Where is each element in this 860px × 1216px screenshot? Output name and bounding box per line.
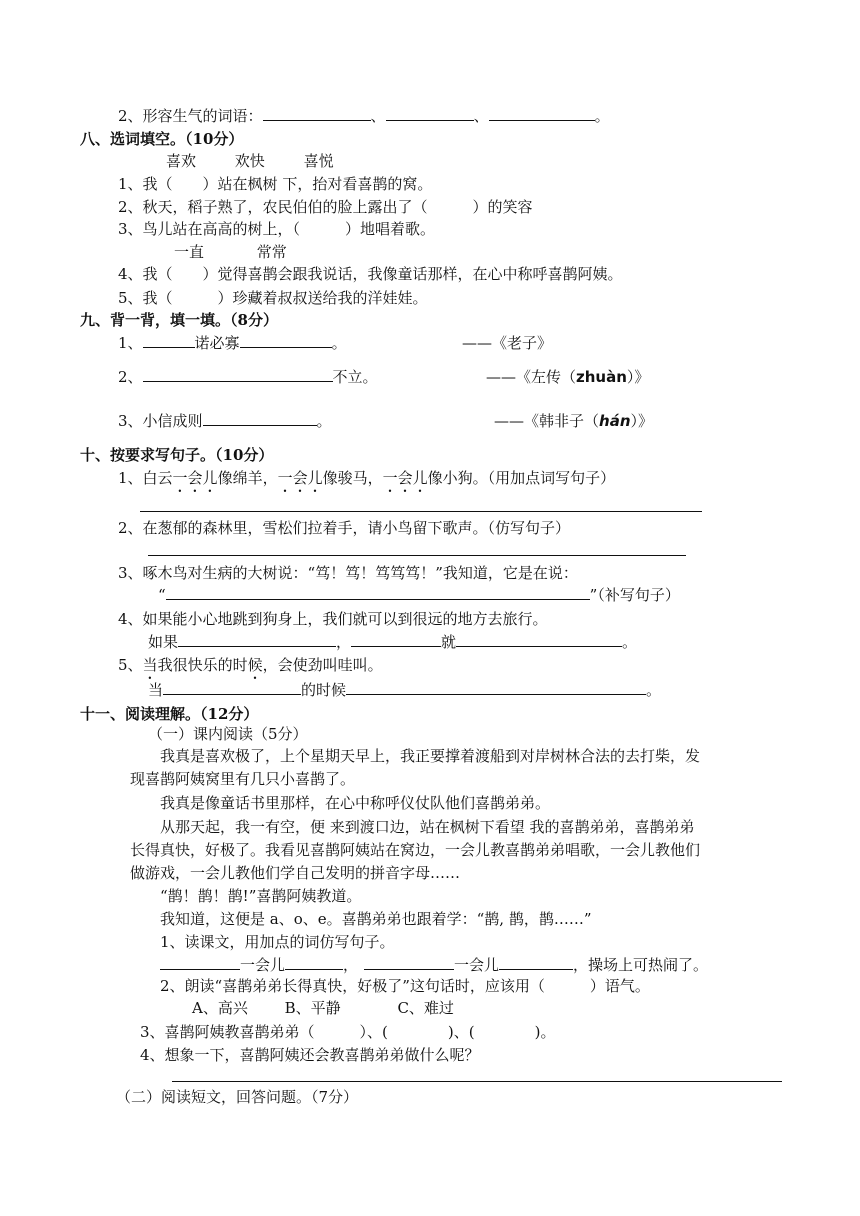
word-option: 欢快 bbox=[234, 152, 265, 170]
q-text: 如果 bbox=[148, 633, 179, 651]
s9-q2-blank[interactable] bbox=[143, 367, 333, 382]
s11-para5: 我知道，这便是 a、o、e。喜鹊弟弟也跟着学：“鹊, 鹊，鹊……” bbox=[160, 910, 592, 928]
s9-q3-blank[interactable] bbox=[203, 411, 317, 426]
s11-q3: 3、喜鹊阿姨教喜鹊弟弟（ ）、( )、( )。 bbox=[140, 1023, 556, 1041]
s11-q1-blank-c[interactable] bbox=[364, 955, 454, 970]
emphasis-word: 当 bbox=[142, 656, 158, 674]
emphasis-word: 候 bbox=[247, 656, 263, 674]
s11-q2: 2、朗读“喜鹊弟弟长得真快，好极了”这句话时，应该用（ ）语气。 bbox=[160, 977, 650, 995]
s11-heading: 十一、阅读理解。（12分） bbox=[80, 705, 259, 723]
q-text: 一会儿 bbox=[240, 956, 286, 974]
s7-item2-line bbox=[118, 106, 610, 126]
q-text: 当 bbox=[148, 681, 164, 699]
q-text: 像绵羊， bbox=[217, 469, 278, 487]
s8-item-3: 3、鸟儿站在高高的树上，（ ）地唱着歌。 bbox=[118, 220, 436, 238]
emphasis-word: 一会儿 bbox=[382, 469, 428, 487]
s9-q2-source bbox=[486, 367, 649, 387]
q-text: ”（补写句子） bbox=[589, 586, 680, 604]
q-text: 3、小信成则 bbox=[118, 412, 203, 430]
s8-item-5: 5、我（ ）珍藏着叔叔送给我的洋娃娃。 bbox=[118, 289, 428, 307]
q-num: 2、 bbox=[118, 368, 143, 386]
s11-para3-line3: 做游戏，一会儿教他们学自己发明的拼音字母…… bbox=[130, 864, 461, 882]
s10-q4-fill bbox=[148, 632, 637, 652]
pinyin: hán bbox=[599, 412, 631, 430]
q-text: ，会使劲叫哇叫。 bbox=[262, 656, 383, 674]
q-text: 像骏马， bbox=[322, 469, 383, 487]
s11-q1-blank-d[interactable] bbox=[499, 955, 573, 970]
src: ）》 bbox=[630, 412, 654, 430]
q-text: ，操场上可热闹了。 bbox=[573, 956, 709, 974]
s10-q2-answer-line[interactable] bbox=[148, 555, 686, 556]
end: 。 bbox=[594, 107, 610, 125]
s7-blank-1[interactable] bbox=[263, 106, 371, 121]
s10-q2: 2、在葱郁的森林里，雪松们拉着手，请小鸟留下歌声。（仿写句子） bbox=[118, 519, 571, 537]
s10-q1-answer-line[interactable] bbox=[140, 511, 702, 512]
s9-q1-blank-b[interactable] bbox=[240, 333, 332, 348]
src: ——《左传（ bbox=[486, 368, 577, 386]
q-end: 。 bbox=[316, 412, 332, 430]
src: ——《韩非子（ bbox=[494, 412, 600, 430]
q-end: 。 bbox=[646, 681, 662, 699]
s10-q5-blank-b[interactable] bbox=[346, 680, 646, 695]
option-c[interactable]: C、难过 bbox=[397, 999, 454, 1017]
s9-q1-blank-a[interactable] bbox=[143, 333, 195, 348]
s9-q1-source: ——《老子》 bbox=[462, 334, 553, 352]
s11-para1-line2: 现喜鹊阿姨窝里有几只小喜鹊了。 bbox=[130, 770, 356, 788]
s8-item-2: 2、秋天，稻子熟了，农民伯伯的脸上露出了（ ）的笑容 bbox=[118, 198, 533, 216]
s8-item-1: 1、我（ ）站在枫树 下，抬对看喜鹊的窝。 bbox=[118, 175, 433, 193]
word-option: 常常 bbox=[256, 243, 287, 261]
s11-q4-answer-line[interactable] bbox=[172, 1081, 782, 1082]
s11-para3-line2: 长得真快，好极了。我看见喜鹊阿姨站在窝边，一会儿教喜鹊弟弟唱歌，一会儿教他们 bbox=[130, 841, 701, 859]
s10-q5 bbox=[118, 655, 383, 683]
s10-heading: 十、按要求写句子。（10分） bbox=[80, 446, 274, 464]
q-num: 5、 bbox=[118, 656, 143, 674]
s11-q4: 4、想象一下，喜鹊阿姨还会教喜鹊弟弟做什么呢？ bbox=[140, 1046, 480, 1064]
q-text: 一会儿 bbox=[454, 956, 500, 974]
s8-word-bank-1 bbox=[166, 151, 334, 171]
s9-q2 bbox=[118, 367, 378, 387]
word-option: 一直 bbox=[174, 243, 205, 261]
s10-q1 bbox=[118, 468, 615, 496]
s7-blank-2[interactable] bbox=[386, 106, 474, 121]
s10-q4: 4、如果能小心地跳到狗身上，我们就可以到很远的地方去旅行。 bbox=[118, 610, 548, 628]
q-text: 就 bbox=[441, 633, 457, 651]
sep: ， bbox=[336, 633, 352, 651]
q-end: 。 bbox=[622, 633, 638, 651]
s11-para1-line1: 我真是喜欢极了，上个星期天早上，我正要撑着渡船到对岸树林合法的去打柴，发 bbox=[160, 747, 701, 765]
s10-q4-blank-c[interactable] bbox=[456, 632, 622, 647]
s11-q1-blank-b[interactable] bbox=[285, 955, 343, 970]
s11-q2-options bbox=[192, 998, 454, 1018]
s7-blank-3[interactable] bbox=[489, 106, 595, 121]
s9-q1 bbox=[118, 333, 347, 353]
src: ）》 bbox=[626, 368, 650, 386]
s10-q3-blank[interactable] bbox=[166, 585, 590, 600]
option-b[interactable]: B、平静 bbox=[284, 999, 341, 1017]
s7-item2-label: 2、形容生气的词语： bbox=[118, 107, 263, 125]
s9-q3-source bbox=[494, 411, 653, 431]
q-text: 的时候 bbox=[301, 681, 347, 699]
quote-open: “ bbox=[158, 586, 166, 604]
s9-q3 bbox=[118, 411, 332, 431]
s11-para4: “鹊！鹊！鹊!”喜鹊阿姨教道。 bbox=[160, 887, 362, 905]
q-text: 1、白云 bbox=[118, 469, 173, 487]
q-num: 1、 bbox=[118, 334, 143, 352]
q-text: 诺必寡 bbox=[194, 334, 240, 352]
s9-heading: 九、背一背，填一填。（8分） bbox=[80, 311, 278, 329]
s11-q1: 1、读课文，用加点的词仿写句子。 bbox=[160, 933, 395, 951]
s11-q1-fill bbox=[160, 955, 708, 975]
pinyin: zhuàn bbox=[576, 368, 627, 386]
s11-part2-title: （二）阅读短文，回答问题。（7分） bbox=[116, 1088, 359, 1106]
sep: ， bbox=[343, 956, 359, 974]
s8-word-bank-2 bbox=[174, 242, 287, 262]
s10-q3: 3、啄木鸟对生病的大树说：“笃！笃！笃笃笃！”我知道，它是在说： bbox=[118, 564, 578, 582]
q-text: 像小狗。（用加点词写句子） bbox=[427, 469, 616, 487]
q-text: 我很快乐的时 bbox=[157, 656, 248, 674]
word-option: 喜悦 bbox=[303, 152, 334, 170]
q-end: 不立。 bbox=[332, 368, 378, 386]
word-option: 喜欢 bbox=[166, 152, 197, 170]
s11-para2: 我真是像童话书里那样，在心中称呼仪仗队他们喜鹊弟弟。 bbox=[160, 794, 551, 812]
s8-item-4: 4、我（ ）觉得喜鹊会跟我说话，我像童话那样，在心中称呼喜鹊阿姨。 bbox=[118, 265, 623, 283]
option-a[interactable]: A、高兴 bbox=[192, 999, 248, 1017]
s10-q4-blank-b[interactable] bbox=[351, 632, 441, 647]
sep: 、 bbox=[370, 107, 386, 125]
s10-q5-blank-a[interactable] bbox=[163, 680, 301, 695]
emphasis-word: 一会儿 bbox=[277, 469, 323, 487]
s11-q1-blank-a[interactable] bbox=[160, 955, 240, 970]
s10-q4-blank-a[interactable] bbox=[178, 632, 336, 647]
s10-q3-fill bbox=[158, 585, 680, 605]
s11-part1-title: （一）课内阅读（5分） bbox=[148, 725, 308, 743]
s11-para3-line1: 从那天起，我一有空，便 来到渡口边，站在枫树下看望 我的喜鹊弟弟，喜鹊弟弟 bbox=[160, 818, 695, 836]
s10-q5-fill bbox=[148, 680, 661, 700]
sep: 、 bbox=[473, 107, 489, 125]
q-end: 。 bbox=[331, 334, 347, 352]
emphasis-word: 一会儿 bbox=[172, 469, 218, 487]
s8-heading: 八、选词填空。（10分） bbox=[80, 130, 244, 148]
